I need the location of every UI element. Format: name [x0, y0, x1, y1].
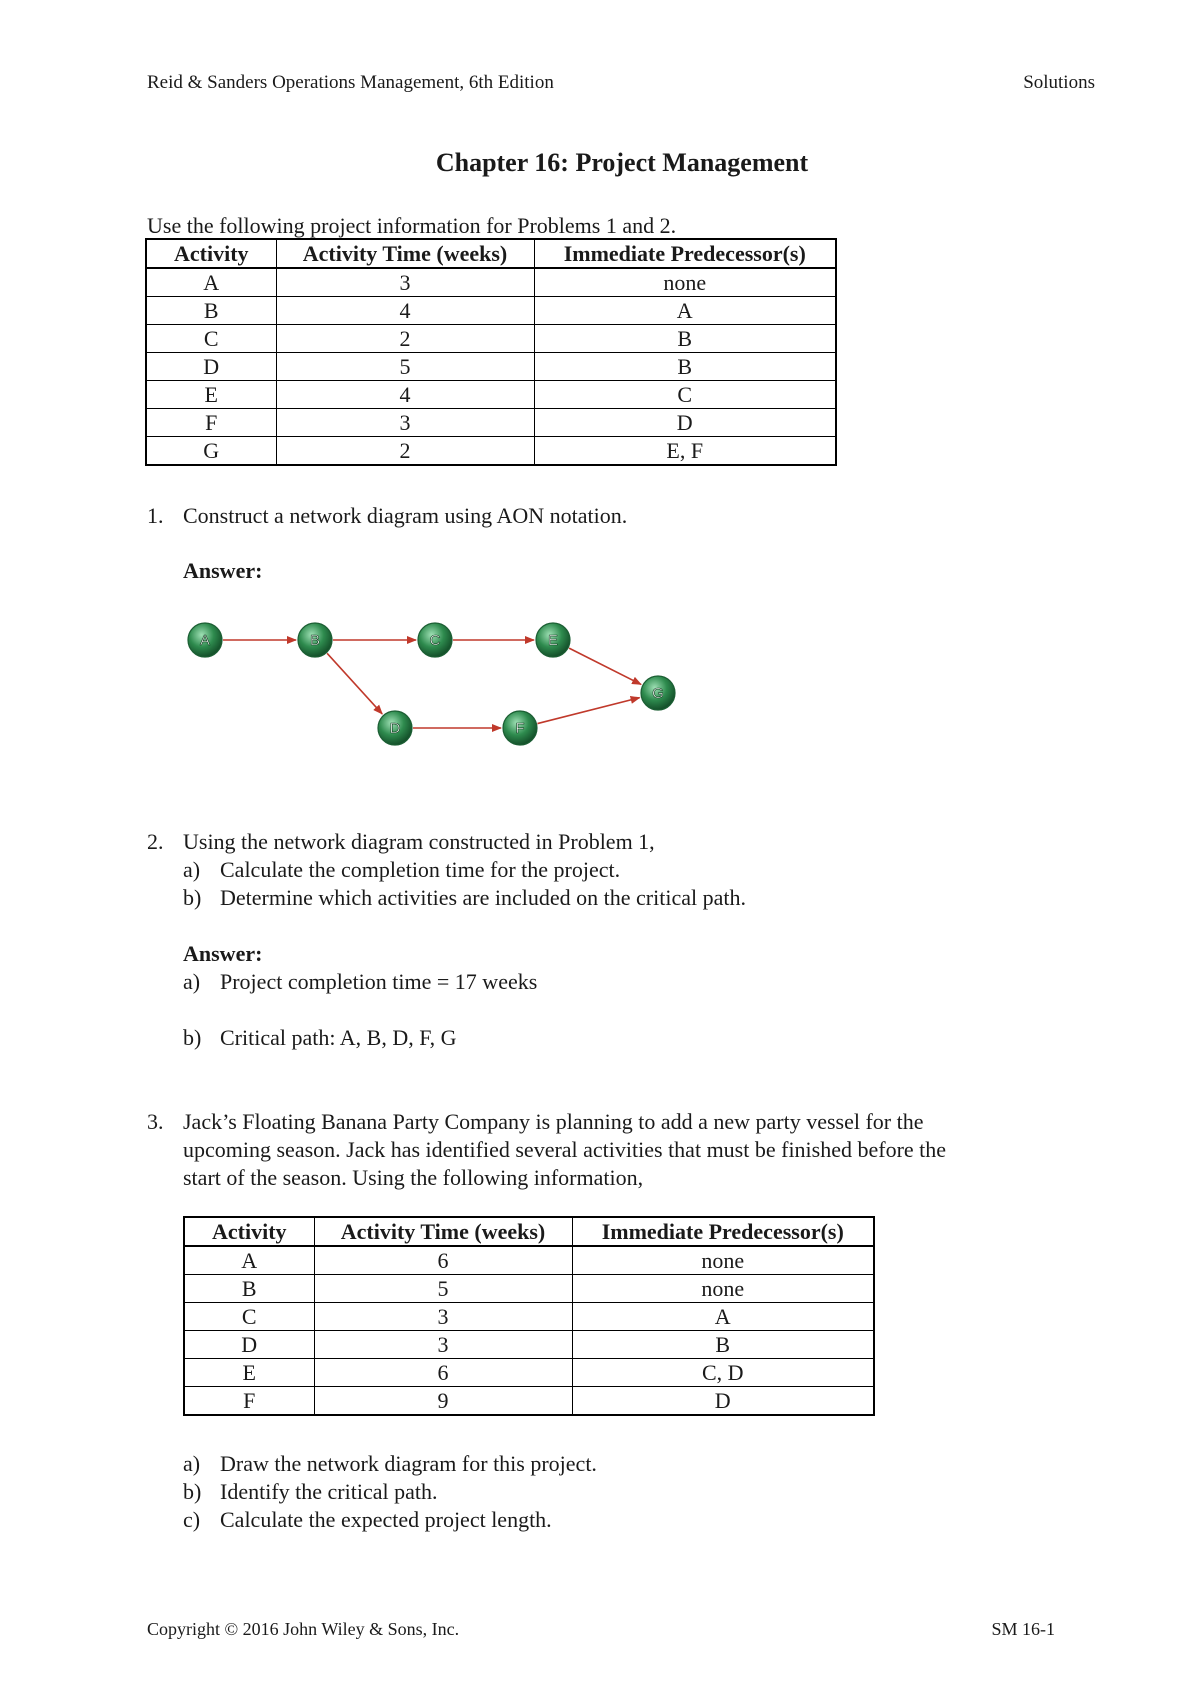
table-header-row [184, 1217, 874, 1246]
table-row [184, 1387, 874, 1416]
table-cell: 3 [314, 1303, 572, 1331]
table-cell: B [572, 1331, 874, 1359]
node-B [298, 623, 332, 657]
table-cell: C, D [572, 1359, 874, 1387]
table-cell: 3 [314, 1331, 572, 1359]
table-cell: A [146, 268, 276, 297]
subpart-label: b) [183, 1479, 202, 1504]
node-label: G [652, 685, 664, 702]
table-row [146, 409, 836, 437]
table-header-cell: Activity [146, 239, 276, 268]
question-number: 3. [147, 1109, 164, 1134]
table-cell: B [184, 1275, 314, 1303]
question-text: Construct a network diagram using AON notation. [183, 503, 628, 528]
node-label: A [199, 632, 211, 649]
table-row [146, 268, 836, 297]
activity-table-2 [183, 1216, 875, 1416]
table-cell: 3 [276, 409, 534, 437]
table-row [184, 1331, 874, 1359]
answer-label: Answer: [183, 941, 263, 966]
table-header-cell: Activity Time (weeks) [314, 1217, 572, 1246]
table-cell: 6 [314, 1359, 572, 1387]
table-header-row [146, 239, 836, 268]
subpart-text: Determine which activities are included on the critical path. [220, 885, 746, 910]
table-cell: A [184, 1246, 314, 1275]
table-cell: D [534, 409, 836, 437]
subpart-text: Calculate the completion time for the project. [220, 857, 621, 882]
table-cell: D [146, 353, 276, 381]
table-cell: B [146, 297, 276, 325]
table-header-cell: Activity [184, 1217, 314, 1246]
table-cell: none [572, 1275, 874, 1303]
question-2b [183, 884, 746, 912]
question-number: 1. [147, 503, 164, 528]
table-cell: A [572, 1303, 874, 1331]
table-cell: 5 [314, 1275, 572, 1303]
node-F [503, 711, 537, 745]
table-cell: F [184, 1387, 314, 1416]
footer-copyright: Copyright © 2016 John Wiley & Sons, Inc. [147, 1619, 460, 1639]
subpart-label: a) [183, 969, 201, 994]
question-2 [147, 828, 655, 856]
table-cell: A [534, 297, 836, 325]
question-3c [183, 1506, 552, 1534]
node-D [378, 711, 412, 745]
table-cell: none [572, 1246, 874, 1275]
table-cell: D [184, 1331, 314, 1359]
table-cell: C [146, 325, 276, 353]
question-text: start of the season. Using the following information, [183, 1165, 644, 1190]
table-header-cell: Activity Time (weeks) [276, 239, 534, 268]
table-cell: G [146, 437, 276, 466]
question-3 [147, 1108, 924, 1136]
table-cell: E [146, 381, 276, 409]
answer-text: Project completion time = 17 weeks [220, 969, 538, 994]
node-label: F [515, 720, 525, 737]
intro-text: Use the following project information for Problems 1 and 2. [147, 213, 677, 238]
subpart-label: a) [183, 857, 201, 882]
table-cell: C [534, 381, 836, 409]
table-header-cell: Immediate Predecessor(s) [572, 1217, 874, 1246]
answer-2a [183, 968, 537, 996]
table-row [184, 1246, 874, 1275]
subpart-label: a) [183, 1451, 201, 1476]
chapter-title: Chapter 16: Project Management [435, 148, 809, 177]
answer-label: Answer: [183, 558, 263, 583]
table-cell: 3 [276, 268, 534, 297]
node-label: E [547, 632, 559, 649]
subpart-text: Calculate the expected project length. [220, 1507, 552, 1532]
table-cell: 6 [314, 1246, 572, 1275]
table-cell: 5 [276, 353, 534, 381]
table-cell: 2 [276, 437, 534, 466]
table-cell: D [572, 1387, 874, 1416]
answer-text: Critical path: A, B, D, F, G [220, 1025, 457, 1050]
table-cell: F [146, 409, 276, 437]
table-cell: none [534, 268, 836, 297]
edge-E-G [569, 648, 641, 684]
table-row [146, 381, 836, 409]
question-number: 2. [147, 829, 164, 854]
edge-F-G [537, 698, 639, 724]
question-text: Using the network diagram constructed in Problem 1, [183, 829, 655, 854]
node-E [536, 623, 570, 657]
table-row [146, 437, 836, 466]
question-text: Jack’s Floating Banana Party Company is planning to add a new party vessel for the [183, 1109, 924, 1134]
table-cell: 9 [314, 1387, 572, 1416]
answer-2b [183, 1024, 457, 1052]
aon-network-diagram [170, 605, 690, 765]
edge-B-D [327, 653, 382, 714]
table-cell: 2 [276, 325, 534, 353]
table-row [184, 1359, 874, 1387]
running-header-left: Reid & Sanders Operations Management, 6th Edition [147, 72, 554, 93]
table-row [146, 353, 836, 381]
table-cell: 4 [276, 381, 534, 409]
table-row [146, 297, 836, 325]
question-3b [183, 1478, 437, 1506]
node-label: B [309, 632, 321, 649]
table-header-cell: Immediate Predecessor(s) [534, 239, 836, 268]
subpart-text: Identify the critical path. [220, 1479, 438, 1504]
node-label: D [389, 720, 401, 737]
table-cell: B [534, 353, 836, 381]
table-cell: E, F [534, 437, 836, 466]
table-row [184, 1275, 874, 1303]
activity-table-1 [145, 238, 837, 466]
running-header-right: Solutions [1023, 72, 1095, 93]
table-cell: B [534, 325, 836, 353]
table-cell: C [184, 1303, 314, 1331]
table-row [146, 325, 836, 353]
table-row [184, 1303, 874, 1331]
node-label: C [429, 632, 441, 649]
table-cell: 4 [276, 297, 534, 325]
node-C [418, 623, 452, 657]
question-text: upcoming season. Jack has identified several activities that must be finished before the [183, 1137, 947, 1162]
table-cell: E [184, 1359, 314, 1387]
footer-page-number: SM 16-1 [991, 1619, 1055, 1639]
subpart-label: c) [183, 1507, 201, 1532]
question-3a [183, 1450, 597, 1478]
node-A [188, 623, 222, 657]
question-1 [147, 502, 627, 530]
subpart-text: Draw the network diagram for this project. [220, 1451, 597, 1476]
node-G [641, 676, 675, 710]
question-2a [183, 856, 620, 884]
subpart-label: b) [183, 1025, 202, 1050]
subpart-label: b) [183, 885, 202, 910]
